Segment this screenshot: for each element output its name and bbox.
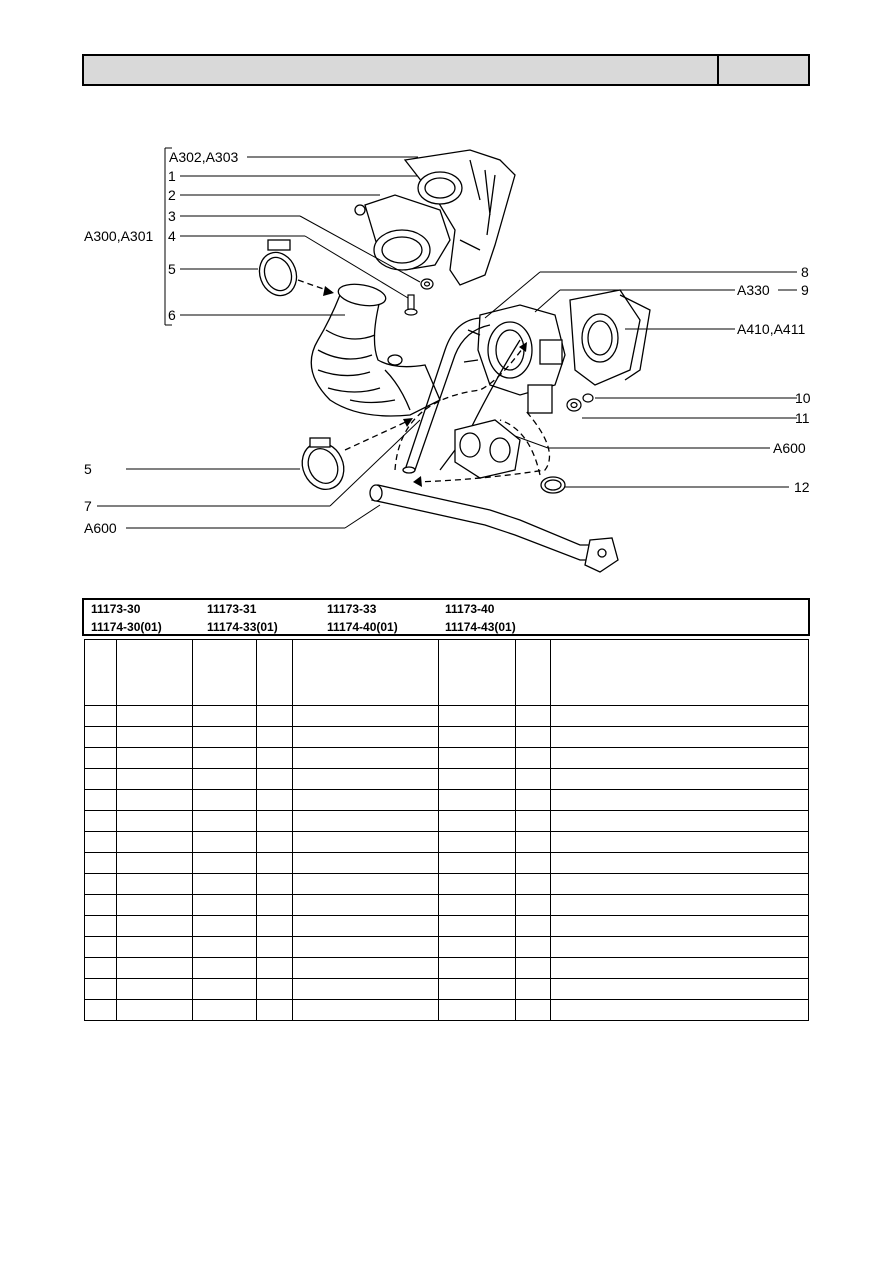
model-applicability-box xyxy=(82,598,810,636)
table-cell xyxy=(193,832,257,853)
table-cell xyxy=(85,937,117,958)
manifold-flange-drawing xyxy=(570,290,650,385)
table-cell xyxy=(193,811,257,832)
table-cell xyxy=(193,979,257,1000)
table-cell xyxy=(439,895,516,916)
table-cell xyxy=(439,916,516,937)
model-code: 11174-30(01) xyxy=(91,620,162,634)
intake-hose-drawing xyxy=(311,281,440,416)
table-cell xyxy=(293,979,439,1000)
table-cell xyxy=(257,727,293,748)
table-cell xyxy=(293,916,439,937)
callout-a600-left: A600 xyxy=(84,520,117,536)
table-cell xyxy=(193,958,257,979)
table-cell xyxy=(257,640,293,706)
table-cell xyxy=(293,811,439,832)
table-cell xyxy=(257,1000,293,1021)
callout-6: 6 xyxy=(168,307,176,323)
table-cell xyxy=(516,727,551,748)
table-cell xyxy=(551,640,809,706)
table-row xyxy=(85,832,809,853)
table-cell xyxy=(551,853,809,874)
table-cell xyxy=(293,748,439,769)
elbow-housing-drawing xyxy=(355,195,450,270)
table-cell xyxy=(193,727,257,748)
table-cell xyxy=(439,958,516,979)
table-cell xyxy=(516,706,551,727)
table-cell xyxy=(516,874,551,895)
table-row xyxy=(85,853,809,874)
table-cell xyxy=(85,874,117,895)
table-cell xyxy=(257,958,293,979)
table-cell xyxy=(85,706,117,727)
table-cell xyxy=(85,769,117,790)
table-cell xyxy=(85,832,117,853)
table-cell xyxy=(439,1000,516,1021)
table-cell xyxy=(257,916,293,937)
callout-2: 2 xyxy=(168,187,176,203)
table-cell xyxy=(257,853,293,874)
model-code: 11174-43(01) xyxy=(445,620,516,634)
table-cell xyxy=(257,748,293,769)
callout-a410-a411: A410,A411 xyxy=(737,321,806,337)
hose-clamp-top-drawing xyxy=(254,240,303,301)
exploded-parts-diagram xyxy=(0,0,893,600)
table-cell xyxy=(85,895,117,916)
model-code: 11173-40 xyxy=(445,602,495,616)
table-cell xyxy=(439,853,516,874)
table-cell xyxy=(516,769,551,790)
table-cell xyxy=(117,832,193,853)
table-cell xyxy=(193,937,257,958)
small-clamp-drawing xyxy=(541,477,565,493)
table-cell xyxy=(193,706,257,727)
table-cell xyxy=(293,790,439,811)
callout-a300-a301: A300,A301 xyxy=(84,228,154,244)
table-cell xyxy=(551,979,809,1000)
table-cell xyxy=(193,874,257,895)
model-code: 11173-33 xyxy=(327,602,377,616)
table-cell xyxy=(551,1000,809,1021)
table-cell xyxy=(293,958,439,979)
bolt-washer-drawing xyxy=(405,279,433,315)
callout-8: 8 xyxy=(801,264,809,280)
table-cell xyxy=(439,790,516,811)
table-cell xyxy=(117,937,193,958)
table-cell xyxy=(117,853,193,874)
callout-10: 10 xyxy=(795,390,811,406)
callout-7: 7 xyxy=(84,498,92,514)
coolant-pipe-drawing xyxy=(370,485,618,572)
callout-5-top: 5 xyxy=(168,261,176,277)
table-cell xyxy=(257,811,293,832)
table-cell xyxy=(117,811,193,832)
table-cell xyxy=(516,811,551,832)
table-cell xyxy=(117,769,193,790)
table-cell xyxy=(257,832,293,853)
table-cell xyxy=(85,811,117,832)
table-cell xyxy=(439,706,516,727)
table-cell xyxy=(293,895,439,916)
table-cell xyxy=(85,958,117,979)
table-cell xyxy=(439,748,516,769)
table-cell xyxy=(257,937,293,958)
table-cell xyxy=(257,769,293,790)
table-cell xyxy=(85,1000,117,1021)
table-row xyxy=(85,748,809,769)
callout-a600-right: A600 xyxy=(773,440,806,456)
table-cell xyxy=(117,958,193,979)
model-code: 11174-40(01) xyxy=(327,620,398,634)
table-cell xyxy=(85,790,117,811)
hose-clamp-bottom-drawing xyxy=(295,436,352,496)
table-cell xyxy=(551,727,809,748)
table-cell xyxy=(516,1000,551,1021)
callout-11: 11 xyxy=(795,410,810,426)
table-cell xyxy=(551,874,809,895)
nut-washer-drawing xyxy=(567,394,593,411)
table-cell xyxy=(193,640,257,706)
table-cell xyxy=(193,895,257,916)
table-row xyxy=(85,811,809,832)
callout-a302-a303: A302,A303 xyxy=(169,149,239,165)
table-cell xyxy=(257,874,293,895)
table-cell xyxy=(117,706,193,727)
model-code: 11173-31 xyxy=(207,602,257,616)
table-cell xyxy=(293,1000,439,1021)
callout-5-bottom: 5 xyxy=(84,461,92,477)
table-cell xyxy=(85,853,117,874)
callout-9: 9 xyxy=(801,282,809,298)
table-cell xyxy=(257,706,293,727)
table-row xyxy=(85,790,809,811)
table-cell xyxy=(117,790,193,811)
table-row xyxy=(85,937,809,958)
table-cell xyxy=(516,979,551,1000)
table-cell xyxy=(85,979,117,1000)
table-row xyxy=(85,895,809,916)
callout-4: 4 xyxy=(168,228,176,244)
table-cell xyxy=(439,640,516,706)
table-cell xyxy=(551,937,809,958)
table-cell xyxy=(117,874,193,895)
table-cell xyxy=(551,706,809,727)
table-cell xyxy=(516,853,551,874)
table-cell xyxy=(293,874,439,895)
callout-3: 3 xyxy=(168,208,176,224)
table-cell xyxy=(551,832,809,853)
table-cell xyxy=(293,640,439,706)
table-cell xyxy=(193,1000,257,1021)
table-cell xyxy=(257,979,293,1000)
table-header-row xyxy=(85,640,809,706)
table-row xyxy=(85,916,809,937)
table-cell xyxy=(293,937,439,958)
table-row xyxy=(85,706,809,727)
table-cell xyxy=(516,790,551,811)
heater-valve-drawing xyxy=(455,420,520,478)
table-cell xyxy=(516,916,551,937)
table-cell xyxy=(257,895,293,916)
table-cell xyxy=(193,790,257,811)
table-cell xyxy=(117,640,193,706)
table-cell xyxy=(439,832,516,853)
parts-table xyxy=(84,639,809,1021)
table-cell xyxy=(85,748,117,769)
table-cell xyxy=(193,916,257,937)
table-cell xyxy=(117,748,193,769)
table-cell xyxy=(516,640,551,706)
table-cell xyxy=(551,748,809,769)
table-row xyxy=(85,727,809,748)
table-row xyxy=(85,979,809,1000)
table-cell xyxy=(85,727,117,748)
model-code: 11174-33(01) xyxy=(207,620,278,634)
table-cell xyxy=(193,853,257,874)
table-cell xyxy=(439,727,516,748)
table-cell xyxy=(293,727,439,748)
table-row xyxy=(85,874,809,895)
table-cell xyxy=(117,916,193,937)
table-cell xyxy=(193,769,257,790)
table-cell xyxy=(516,958,551,979)
table-cell xyxy=(551,811,809,832)
callout-12: 12 xyxy=(794,479,810,495)
table-cell xyxy=(257,790,293,811)
table-cell xyxy=(439,874,516,895)
callout-1: 1 xyxy=(168,168,176,184)
table-cell xyxy=(193,748,257,769)
table-cell xyxy=(439,769,516,790)
table-cell xyxy=(516,832,551,853)
table-cell xyxy=(85,916,117,937)
table-cell xyxy=(117,727,193,748)
table-cell xyxy=(551,916,809,937)
table-cell xyxy=(439,937,516,958)
callout-a330: A330 xyxy=(737,282,770,298)
table-cell xyxy=(551,790,809,811)
table-cell xyxy=(293,832,439,853)
table-cell xyxy=(293,853,439,874)
table-cell xyxy=(551,895,809,916)
table-cell xyxy=(85,640,117,706)
table-cell xyxy=(516,937,551,958)
table-cell xyxy=(551,958,809,979)
table-cell xyxy=(551,769,809,790)
model-code: 11173-30 xyxy=(91,602,141,616)
table-cell xyxy=(117,979,193,1000)
table-cell xyxy=(516,748,551,769)
table-cell xyxy=(439,979,516,1000)
table-row xyxy=(85,1000,809,1021)
table-cell xyxy=(439,811,516,832)
table-row xyxy=(85,958,809,979)
table-row xyxy=(85,769,809,790)
table-cell xyxy=(516,895,551,916)
table-cell xyxy=(117,1000,193,1021)
table-cell xyxy=(293,769,439,790)
table-cell xyxy=(117,895,193,916)
table-cell xyxy=(293,706,439,727)
